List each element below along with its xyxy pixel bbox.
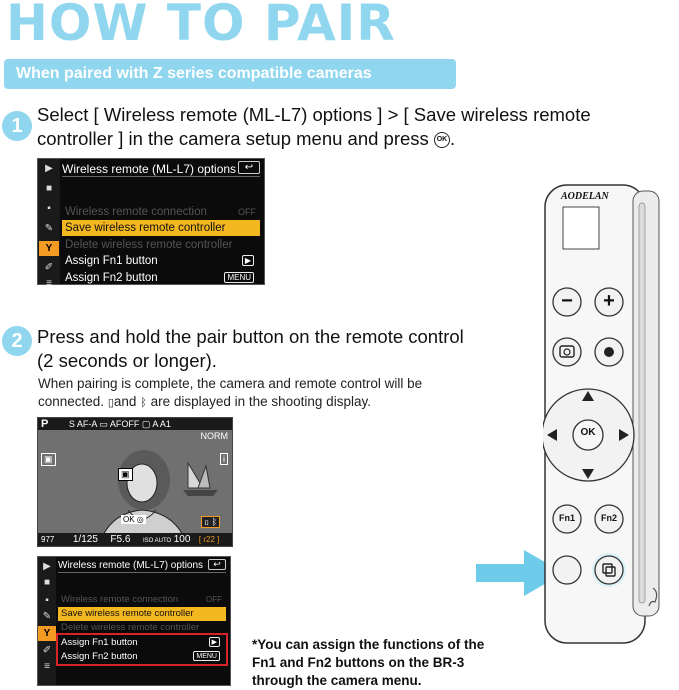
mymenu-icon: ≡ <box>44 661 50 672</box>
bluetooth-icon: ᛒ <box>140 397 147 409</box>
back-icon[interactable]: ↩ <box>238 161 260 174</box>
camera-button[interactable] <box>553 338 581 366</box>
timer-icon: ▣ <box>41 453 56 466</box>
menu-row-assign-fn2[interactable] <box>62 270 260 286</box>
playback-value-icon: ▶ <box>242 255 254 266</box>
shooting-mode: P <box>41 418 49 430</box>
page-title: HOW TO PAIR <box>6 0 396 52</box>
ok-indicator: OK ◎ <box>123 515 144 524</box>
plus-button[interactable]: + <box>603 290 615 312</box>
info-bottom-bar <box>38 533 232 546</box>
step-1-badge: 1 <box>2 111 32 141</box>
movie-icon: ▪ <box>45 595 49 606</box>
iso-label: ISO AUTO <box>142 538 172 544</box>
camera-menu-screen-2 <box>37 556 231 686</box>
wrench-icon: Y <box>38 626 56 641</box>
step-1-text-line2: controller ] in the camera setup menu and press OK . <box>37 128 456 149</box>
sub-line2-b: and <box>113 394 137 409</box>
wrench-icon: Y <box>39 241 59 256</box>
menu-sidebar <box>38 159 60 289</box>
menu-row-label: Wireless remote connection <box>65 206 207 218</box>
info-top-bar <box>38 418 232 430</box>
step-2-sub-line2 <box>38 393 371 412</box>
remote-brand: AODELAN <box>561 191 609 202</box>
sub-line2-c: are displayed in the shooting display. <box>150 394 371 409</box>
menu-header: Wireless remote (ML-L7) options <box>58 559 226 573</box>
shooting-display <box>37 417 233 547</box>
menu-row-delete-remote[interactable] <box>62 237 260 253</box>
back-icon[interactable]: ↩ <box>208 559 226 570</box>
remote-control <box>543 183 663 648</box>
frame-count: 977 <box>41 535 55 544</box>
image-quality: NORM <box>200 431 228 441</box>
section-banner: When paired with Z series compatible cameras <box>4 59 456 89</box>
menu-row-assign-fn1[interactable] <box>62 253 260 269</box>
menu-value-icon: MENU <box>224 272 254 283</box>
top-info: S AF-A ▭ AFOFF ▢ A A1 <box>68 419 171 429</box>
step-2-sub-line1: When pairing is complete, the camera and remote control will be <box>38 376 423 391</box>
right-arrow-button[interactable] <box>615 423 629 447</box>
retouch-icon: ✐ <box>42 645 52 656</box>
iso-value: 100 <box>173 534 191 545</box>
menu-row-label: Assign Fn2 button <box>65 272 158 284</box>
menu-row-wireless-connection[interactable] <box>62 204 260 220</box>
remaining-frames: [ r22 ] <box>198 535 220 544</box>
menu-row-label: Save wireless remote controller <box>65 222 226 234</box>
camera-icon: ■ <box>43 577 51 588</box>
menu-row-label: Assign Fn2 button <box>61 651 138 662</box>
info-icon: i <box>220 453 228 465</box>
menu-row-label: Assign Fn1 button <box>65 255 158 267</box>
focus-point-icon: ▣ <box>118 468 133 481</box>
camera-icon: ■ <box>45 183 53 194</box>
pencil-icon: ✎ <box>44 223 54 234</box>
pencil-icon: ✎ <box>42 611 52 622</box>
ok-button[interactable]: OK <box>580 427 596 438</box>
movie-icon: ▪ <box>47 203 51 214</box>
step-1-text-line2-content: controller ] in the camera setup menu and press <box>37 128 429 149</box>
menu-value-icon: MENU <box>193 651 220 661</box>
playback-value-icon: ▶ <box>209 637 220 647</box>
menu-row-value: OFF <box>238 207 256 217</box>
retouch-icon: ✐ <box>44 262 54 273</box>
highlight-box <box>56 633 228 666</box>
fn1-button[interactable]: Fn1 <box>558 513 575 523</box>
ok-button-icon: OK <box>434 132 450 148</box>
step-2-text-line1: Press and hold the pair button on the remote control <box>37 326 464 347</box>
step-2-badge: 2 <box>2 326 32 356</box>
fn2-button[interactable]: Fn2 <box>600 513 617 523</box>
minus-button[interactable]: − <box>561 290 573 312</box>
mymenu-icon: ≡ <box>46 278 52 289</box>
playback-icon: ▶ <box>43 561 51 572</box>
menu-row-label: Wireless remote connection <box>61 594 179 605</box>
record-button[interactable] <box>595 338 623 366</box>
sub-line2-a: connected. <box>38 394 105 409</box>
step-2-text-line2: (2 seconds or longer). <box>37 350 217 371</box>
pair-button[interactable] <box>595 556 623 584</box>
camera-menu-screen-1 <box>37 158 265 289</box>
menu-row-label: Save wireless remote controller <box>61 608 194 619</box>
playback-icon: ▶ <box>45 163 53 174</box>
remote-status-icon: ▯ <box>107 397 114 409</box>
aperture: F5.6 <box>110 534 131 545</box>
unlabeled-button[interactable] <box>553 556 581 584</box>
menu-row-label: Delete wireless remote controller <box>61 622 200 633</box>
step-1-text-line1: Select [ Wireless remote (ML-L7) options ] > [ Save wireless remote <box>37 104 591 125</box>
shutter-speed: 1/125 <box>72 534 98 545</box>
menu-row-label: Assign Fn1 button <box>61 637 138 648</box>
menu-row-wireless-connection[interactable] <box>58 593 226 607</box>
footnote: *You can assign the functions of the Fn1 and Fn2 buttons on the BR-3 through the camera menu. <box>252 637 485 688</box>
menu-row-value: OFF <box>206 595 222 604</box>
down-arrow-button[interactable] <box>573 465 603 479</box>
menu-row-label: Delete wireless remote controller <box>65 239 233 251</box>
menu-header: Wireless remote (ML-L7) options <box>62 161 260 177</box>
menu-sidebar <box>38 557 56 685</box>
menu-row-save-remote[interactable] <box>62 220 260 236</box>
up-arrow-button[interactable] <box>573 391 603 405</box>
left-arrow-button[interactable] <box>547 423 561 447</box>
menu-row-save-remote[interactable] <box>58 607 226 621</box>
remote-bluetooth-indicator: ▯ ᛒ <box>201 516 220 528</box>
